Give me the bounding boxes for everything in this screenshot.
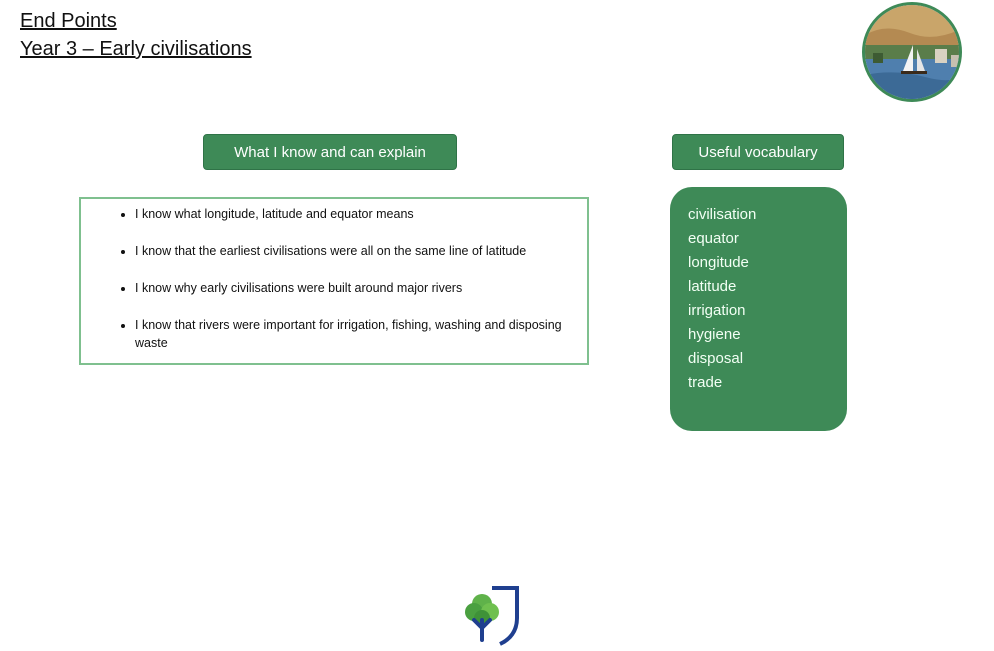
page-title: End Points — [20, 10, 117, 32]
vocab-word: irrigation — [688, 302, 746, 319]
list-item: • I know that the earliest civilisations were all on the same line of latitude — [135, 242, 567, 260]
vocab-word: longitude — [688, 254, 749, 271]
page-subtitle: Year 3 – Early civilisations — [20, 38, 252, 60]
list-item: • I know what longitude, latitude and equator means — [135, 205, 567, 223]
know-list — [111, 205, 567, 352]
know-list-box — [79, 197, 589, 365]
list-item: • I know why early civilisations were built around major rivers — [135, 279, 567, 297]
vocab-word: equator — [688, 230, 739, 247]
school-tree-logo — [462, 584, 522, 646]
list-item: • I know that rivers were important for irrigation, fishing, washing and disposing waste — [135, 316, 567, 352]
vocab-word: trade — [688, 374, 723, 391]
vocab-word: latitude — [688, 278, 737, 295]
vocab-word: hygiene — [688, 326, 741, 343]
vocab-heading: Useful vocabulary — [672, 134, 844, 170]
vocab-word: disposal — [688, 350, 744, 367]
vocab-box — [670, 187, 847, 431]
river-nile-photo — [862, 2, 962, 102]
vocab-word: civilisation — [688, 206, 757, 223]
know-heading: What I know and can explain — [203, 134, 457, 170]
